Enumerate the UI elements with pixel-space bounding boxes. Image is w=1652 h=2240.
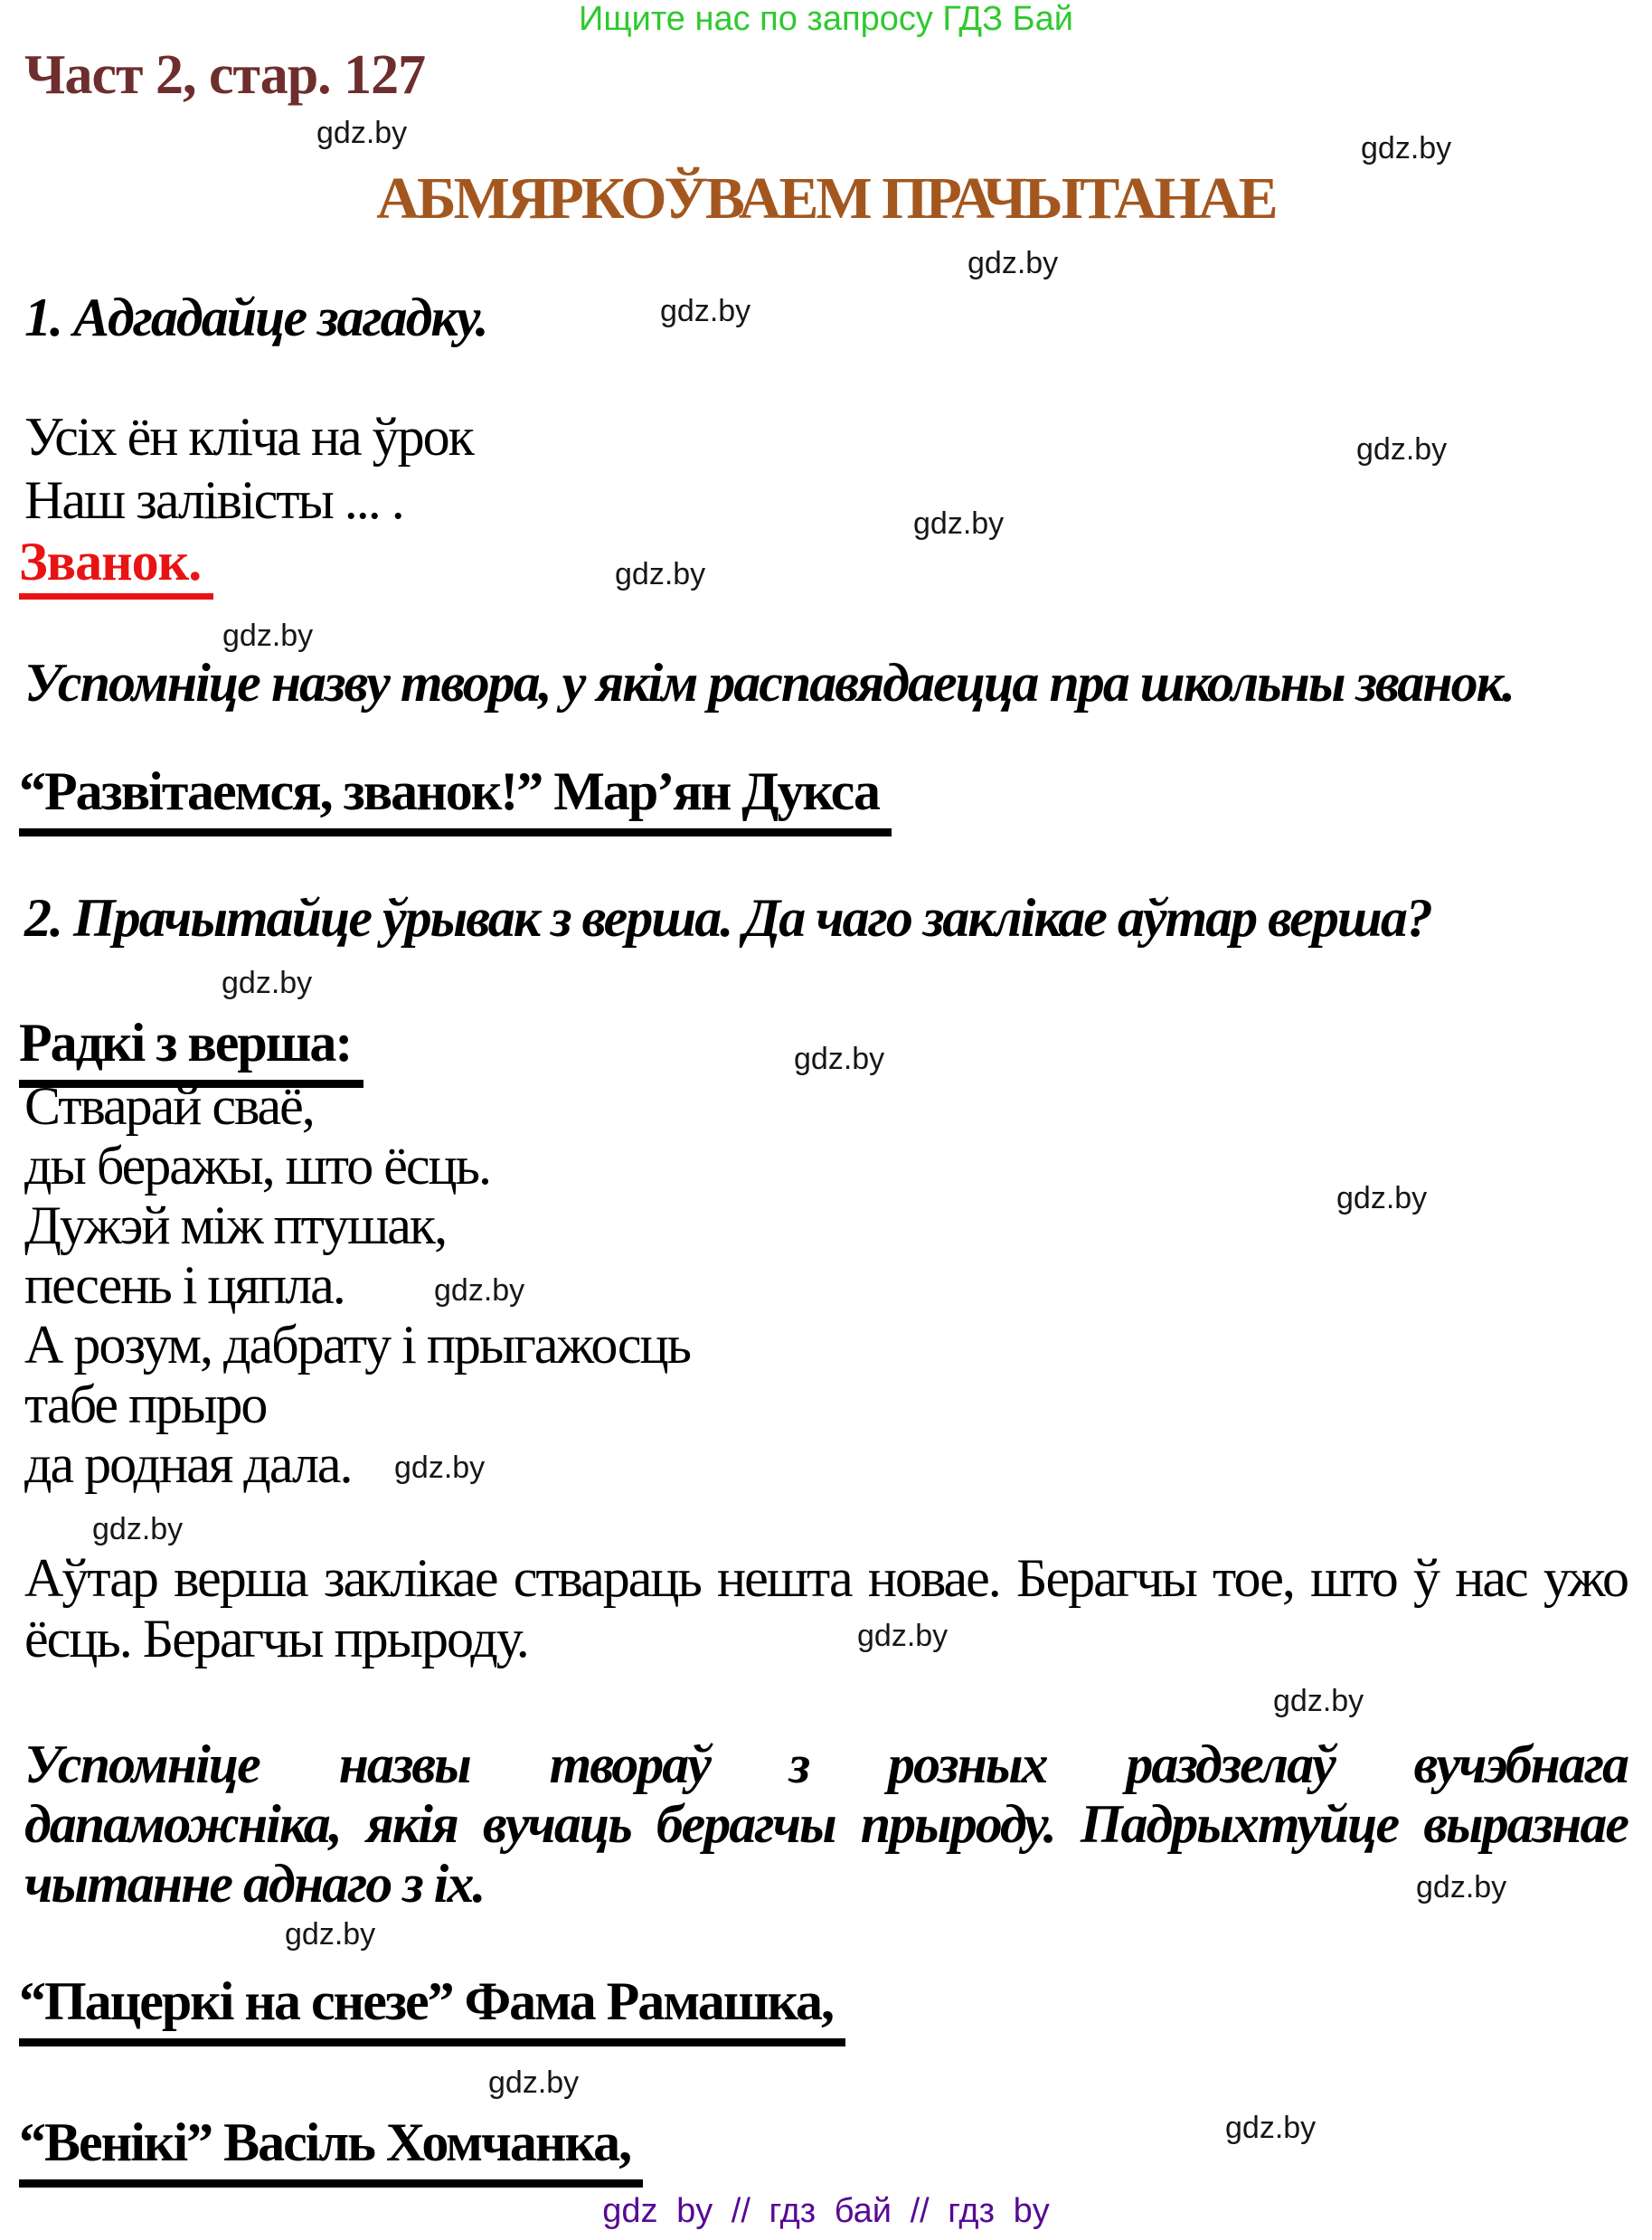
task1-title: 1. Адгадайце загадку. — [24, 288, 487, 347]
task2-follow-up-prompt-line: чытанне аднаго з іх. — [24, 1854, 485, 1914]
gdz-watermark: gdz.by — [222, 966, 313, 1000]
gdz-watermark: gdz.by — [316, 116, 408, 150]
task1-riddle — [24, 405, 473, 532]
poem-line: Дужэй між птушак, — [24, 1196, 447, 1255]
section-heading: АБМЯРКОЎВАЕМ ПРАЧЫТАНАЕ — [376, 165, 1276, 232]
poem-header: Радкі з верша: — [19, 1013, 363, 1088]
riddle-line: Усіх ён кліча на ўрок — [24, 407, 473, 467]
gdz-watermark: gdz.by — [794, 1042, 885, 1076]
poem-line: да родная дала. — [24, 1434, 352, 1494]
poem-line: табе прыро — [24, 1375, 267, 1434]
poem-line: песень і цяпла. — [24, 1255, 345, 1315]
page-title: Част 2, стар. 127 — [24, 44, 426, 106]
gdz-watermark: gdz.by — [285, 1917, 376, 1952]
gdz-watermark: gdz.by — [1225, 2111, 1317, 2145]
poem-line: А розум, дабрату і прыгажосць — [24, 1315, 691, 1375]
gdz-watermark: gdz.by — [615, 557, 706, 591]
gdz-watermark: gdz.by — [488, 2065, 580, 2100]
task2-follow-up-answer: “Венікі” Васіль Хомчанка, — [19, 2112, 643, 2188]
gdz-watermark: gdz.by — [857, 1619, 949, 1653]
task2-follow-up-answer: “Пацеркі на снезе” Фама Рамашка, — [19, 1971, 845, 2046]
poem-excerpt — [24, 1076, 690, 1494]
task1-answer: Званок. — [19, 532, 213, 600]
task2-follow-up-prompt-line: Успомніце назвы твораў з розных раздзелаў вучэбнага — [24, 1734, 1628, 1794]
gdz-watermark: gdz.by — [394, 1451, 486, 1485]
task2-follow-up-prompt-line: дапаможніка, якія вучаць берагчы прыроду. Падрыхтуйце выразнае — [24, 1794, 1628, 1854]
gdz-watermark: gdz.by — [660, 294, 751, 328]
task2-title: 2. Прачытайце ўрывак з верша. Да чаго заклікае аўтар верша? — [24, 888, 1431, 948]
poem-line: ды беражы, што ёсць. — [24, 1136, 490, 1196]
gdz-watermark: gdz.by — [968, 246, 1059, 280]
top-promo-banner: Ищите нас по запросу ГДЗ Бай — [579, 0, 1073, 38]
riddle-line: Наш залівісты ... . — [24, 470, 403, 530]
gdz-watermark: gdz.by — [92, 1512, 184, 1546]
gdz-watermark: gdz.by — [1361, 131, 1452, 165]
task1-follow-up-prompt: Успомніце назву твора, у якім распавядаецца пра школьны званок. — [24, 653, 1515, 713]
gdz-watermark: gdz.by — [1336, 1181, 1428, 1215]
task2-answer: Аўтар верша заклікае ствараць нешта новае. Берагчы тое, што ў нас ужо ёсць. Берагчы прыроду. — [24, 1548, 1628, 1668]
task1-follow-up-answer: “Развітаемся, званок!” Мар’ян Дукса — [19, 761, 892, 836]
gdz-watermark: gdz.by — [1273, 1684, 1364, 1718]
gdz-watermark: gdz.by — [1356, 432, 1448, 467]
bottom-promo-banner: gdz by // гдз бай // гдз by — [602, 2192, 1050, 2230]
gdz-watermark: gdz.by — [913, 506, 1005, 541]
poem-line: Стварай сваё, — [24, 1076, 314, 1136]
gdz-watermark: gdz.by — [434, 1273, 525, 1308]
gdz-watermark: gdz.by — [1416, 1870, 1507, 1904]
gdz-watermark: gdz.by — [222, 619, 314, 653]
